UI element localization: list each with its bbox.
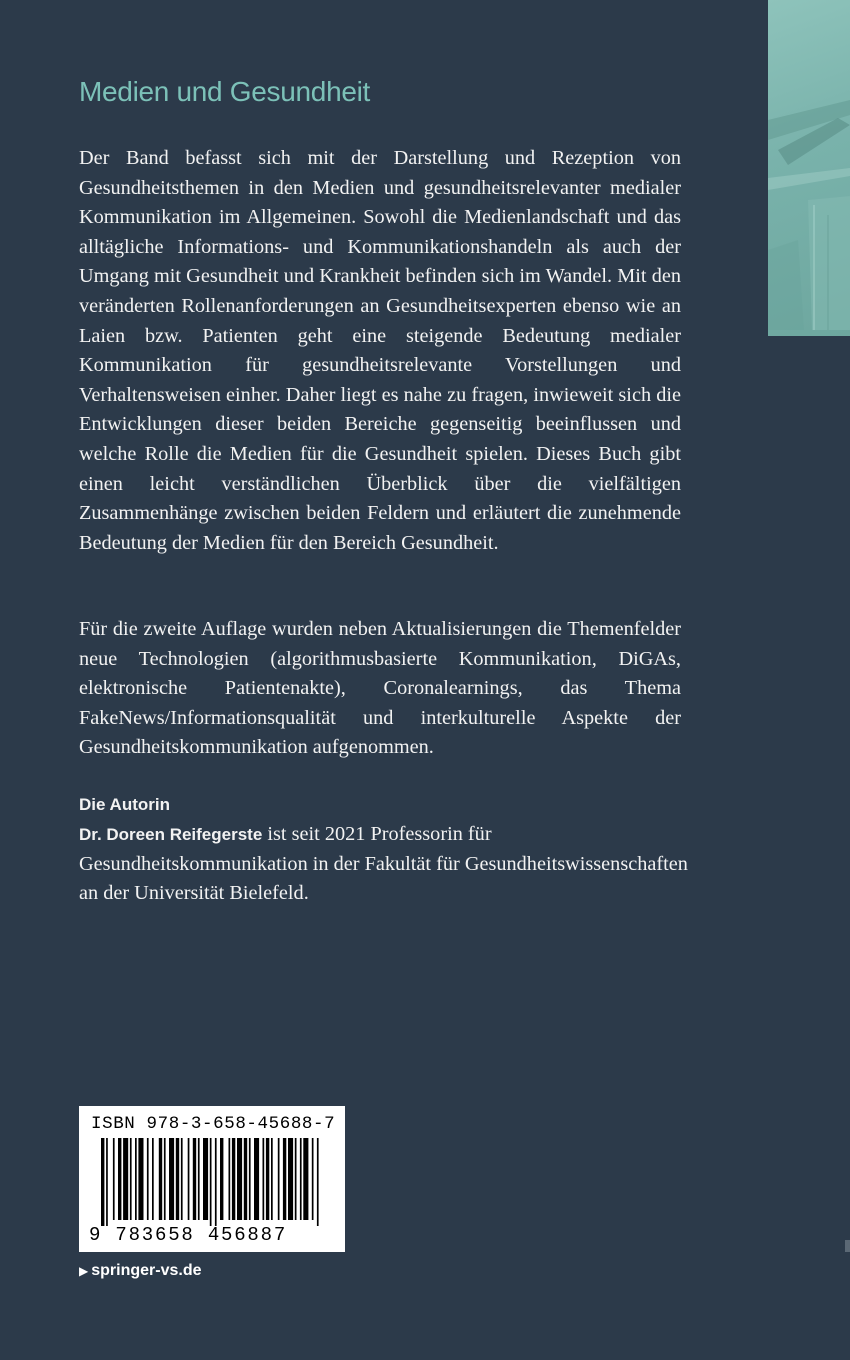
barcode-bar bbox=[244, 1138, 247, 1220]
barcode-bar bbox=[138, 1138, 143, 1220]
author-bio bbox=[79, 820, 699, 909]
barcode-bar bbox=[303, 1138, 308, 1220]
cover-photo-fragment bbox=[768, 0, 850, 336]
isbn-number: ISBN 978-3-658-45688-7 bbox=[91, 1114, 336, 1134]
barcode-bar bbox=[181, 1138, 183, 1220]
barcode-bar bbox=[220, 1138, 223, 1220]
barcode-bar bbox=[263, 1138, 265, 1220]
barcode-bars bbox=[101, 1138, 323, 1226]
barcode-bar bbox=[169, 1138, 174, 1220]
author-heading: Die Autorin bbox=[79, 795, 170, 814]
barcode-bar bbox=[193, 1138, 196, 1220]
barcode-bar bbox=[135, 1138, 137, 1220]
barcode-bar bbox=[130, 1138, 132, 1220]
barcode-bar bbox=[123, 1138, 128, 1220]
barcode-bar bbox=[237, 1138, 242, 1220]
barcode-bar bbox=[229, 1138, 231, 1220]
publisher-link[interactable] bbox=[79, 1262, 202, 1280]
barcode-bar bbox=[118, 1138, 121, 1220]
barcode-bar bbox=[176, 1138, 179, 1220]
author-name: Dr. Doreen Reifegerste bbox=[79, 825, 263, 844]
publisher-url: springer-vs.de bbox=[91, 1262, 202, 1279]
barcode-digits: 9 783658 456887 bbox=[89, 1224, 288, 1246]
barcode-bar bbox=[188, 1138, 190, 1220]
barcode-bar bbox=[317, 1138, 319, 1226]
barcode-bar bbox=[278, 1138, 280, 1220]
barcode-bar bbox=[300, 1138, 302, 1220]
barcode-bar bbox=[101, 1138, 104, 1226]
photo-detail bbox=[768, 0, 850, 336]
barcode-bar bbox=[266, 1138, 269, 1220]
barcode-bar bbox=[271, 1138, 273, 1220]
barcode-bar bbox=[312, 1138, 314, 1220]
barcode-bar bbox=[210, 1138, 212, 1226]
barcode-bar bbox=[198, 1138, 200, 1220]
description-paragraph-2: Für die zweite Auflage wurden neben Aktualisierungen die Themenfelder neue Technologien (algorithmusbasierte Kommunikation, DiGAs, elektronische Patientenakte), Coronalearnings, das Thema FakeNews/Informationsqualität und interkulturelle Aspekte der Gesundheitskommunikation aufgenommen. bbox=[79, 618, 681, 759]
barcode-bar bbox=[147, 1138, 149, 1220]
barcode-bar bbox=[159, 1138, 162, 1220]
barcode-bar bbox=[152, 1138, 154, 1220]
barcode-bar bbox=[232, 1138, 235, 1220]
barcode-bar bbox=[164, 1138, 166, 1220]
barcode-bar bbox=[113, 1138, 115, 1220]
page-title: Medien und Gesundheit bbox=[79, 76, 371, 107]
triangle-right-icon: ▶ bbox=[79, 1264, 89, 1278]
barcode-bar bbox=[283, 1138, 286, 1220]
barcode-bar bbox=[203, 1138, 208, 1220]
barcode-bar bbox=[106, 1138, 108, 1226]
barcode-bar bbox=[295, 1138, 297, 1220]
barcode-bar bbox=[254, 1138, 259, 1220]
barcode-bar bbox=[249, 1138, 251, 1220]
barcode-bar bbox=[288, 1138, 293, 1220]
description-paragraph-1: Der Band befasst sich mit der Darstellung und Rezeption von Gesundheitsthemen in den Medien und gesundheitsrelevanter medialer Kommunikation im Allgemeinen. Sowohl die Medienlandschaft und das alltägliche Informations- und Kommunikationshandeln als auch der Umgang mit Gesundheit und Krankheit befinden sich im Wandel. Mit den veränderten Rollenanforderungen an Gesundheitsexperten ebenso wie an Laien bzw. Patienten geht eine steigende Bedeutung medialer Kommunikation für gesundheitsrelevante Vorstellungen und Verhaltensweisen einher. Daher liegt es nahe zu fragen, inwieweit sich die Entwicklungen dieser beiden Bereiche gegenseitig beeinflussen und welche Rolle die Medien für die Gesundheit spielen. Dieses Buch gibt einen leicht verständlichen Überblick über die vielfältigen Zusammenhänge zwischen beiden Feldern und erläutert die zunehmende Bedeutung der Medien für den Bereich Gesundheit. bbox=[79, 147, 681, 554]
barcode-bar bbox=[215, 1138, 217, 1226]
isbn-barcode bbox=[79, 1106, 345, 1252]
edge-mark bbox=[845, 1240, 850, 1252]
author-bio-text: ist seit 2021 Professorin für Gesundheitskommunikation in der Fakultät für Gesundheitswissenschaften an der Universität Bielefeld. bbox=[79, 823, 688, 905]
